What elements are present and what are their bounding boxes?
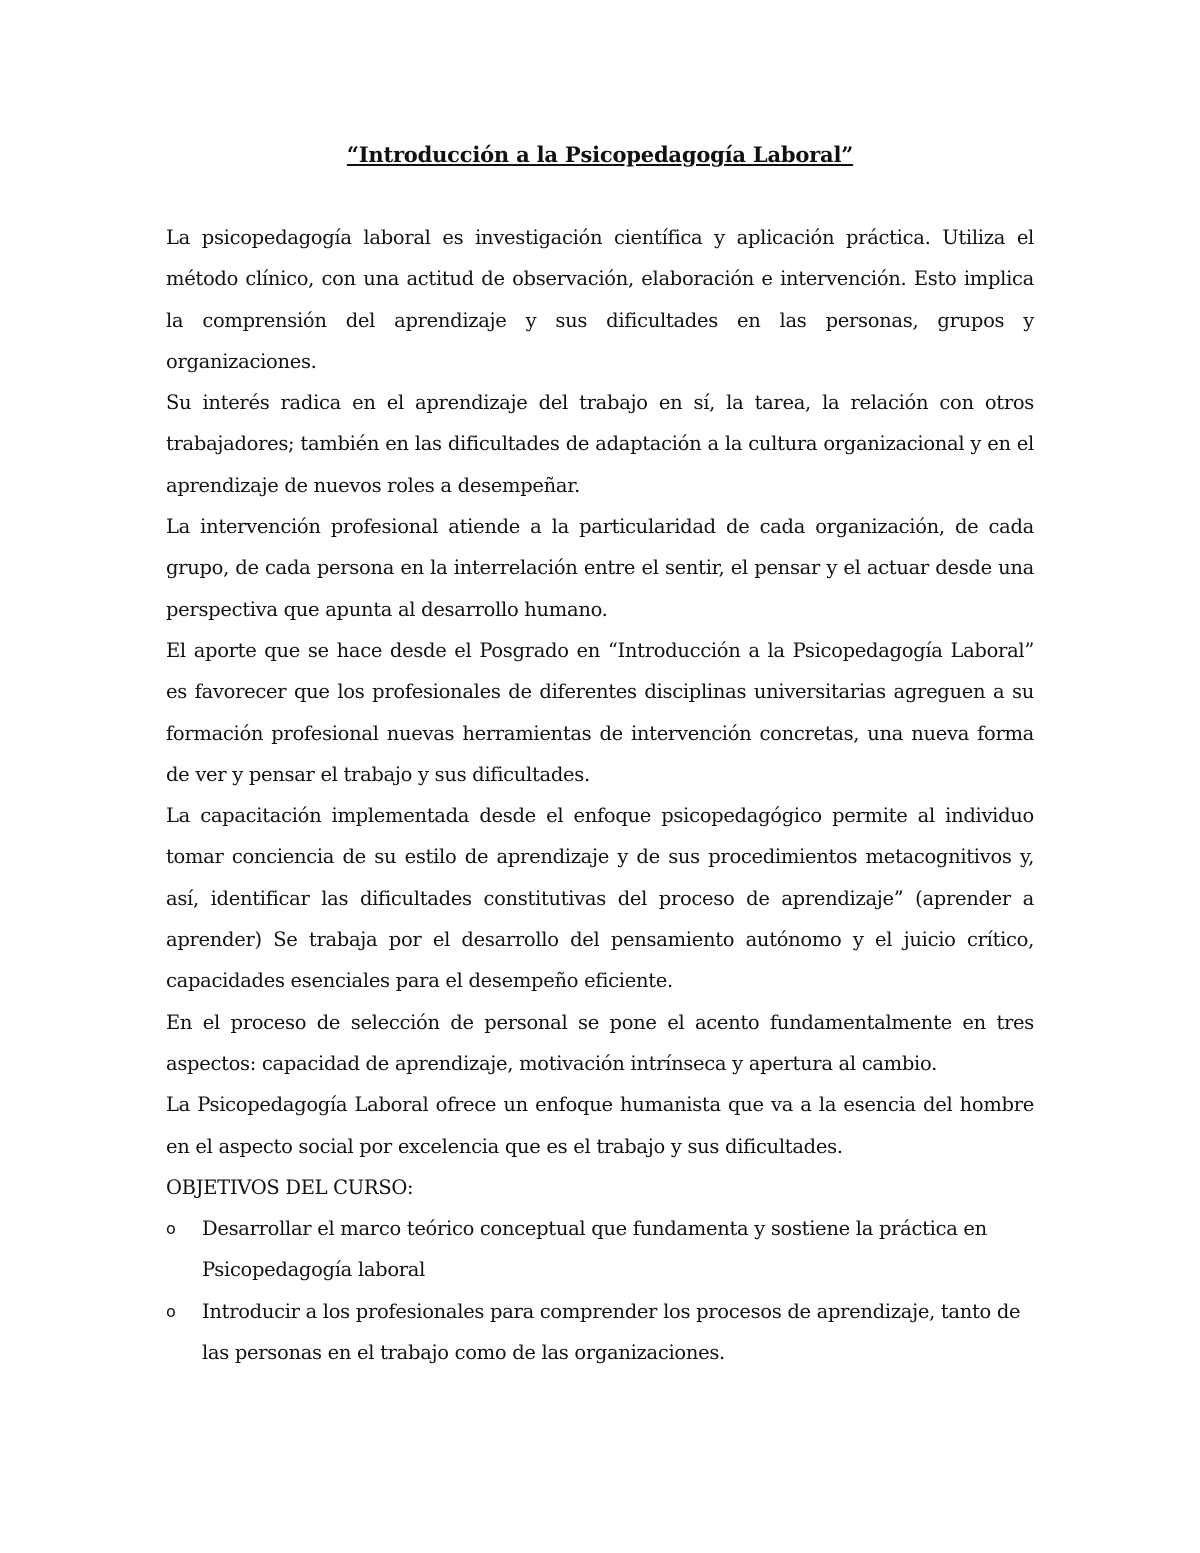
bullet-icon: o <box>166 1301 176 1321</box>
document-body <box>166 217 1034 1373</box>
objectives-heading: OBJETIVOS DEL CURSO: <box>166 1175 414 1199</box>
paragraph-interest: Su interés radica en el aprendizaje del trabajo en sí, la tarea, la relación con otros trabajadores; también en las dificultades de adaptación a la cultura organizacional y en el aprendizaje de nuevos roles a desempeñar. <box>166 391 1034 497</box>
paragraph-humanist-approach: La Psicopedagogía Laboral ofrece un enfoque humanista que va a la esencia del hombre en el aspecto social por excelencia que es el trabajo y sus dificultades. <box>166 1093 1034 1158</box>
paragraph-definition: La psicopedagogía laboral es investigación científica y aplicación práctica. Utiliza el método clínico, con una actitud de observación, elaboración e intervención. Esto implica la comprensión del aprendizaje y sus dificultades en las personas, grupos y organizaciones. <box>166 226 1034 373</box>
paragraph-selection: En el proceso de selección de personal se pone el acento fundamentalmente en tres aspectos: capacidad de aprendizaje, motivación intrínseca y apertura al cambio. <box>166 1010 1034 1075</box>
paragraph-contribution: El aporte que se hace desde el Posgrado en “Introducción a la Psicopedagogía Laboral” es favorecer que los profesionales de diferentes disciplinas universitarias agreguen a su formación profesional nuevas herramientas de intervención concretas, una nueva forma de ver y pensar el trabajo y sus dificultades. <box>166 638 1034 786</box>
bullet-icon: o <box>166 1219 176 1239</box>
objective-text: Introducir a los profesionales para comprender los procesos de aprendizaje, tanto de las personas en el trabajo como de las organizaciones. <box>202 1299 1021 1365</box>
objectives-list <box>166 1208 1034 1373</box>
document-title: “Introducción a la Psicopedagogía Laboral” <box>346 142 854 167</box>
paragraph-intervention: La intervención profesional atiende a la particularidad de cada organización, de cada grupo, de cada persona en la interrelación entre el sentir, el pensar y el actuar desde una perspectiva que apunta al desarrollo humano. <box>166 515 1034 621</box>
paragraph-training: La capacitación implementada desde el enfoque psicopedagógico permite al individuo tomar conciencia de su estilo de aprendizaje y de sus procedimientos metacognitivos y, así, identificar las dificultades constitutivas del proceso de aprendizaje” (aprender a aprender) Se trabaja por el desarrollo del pensamiento autónomo y el juicio crítico, capacidades esenciales para el desempeño eficiente. <box>166 804 1034 993</box>
objective-item <box>166 1291 1034 1374</box>
objective-item <box>166 1208 1034 1291</box>
objective-text: Desarrollar el marco teórico conceptual que fundamenta y sostiene la práctica en Psicopedagogía laboral <box>202 1217 987 1282</box>
